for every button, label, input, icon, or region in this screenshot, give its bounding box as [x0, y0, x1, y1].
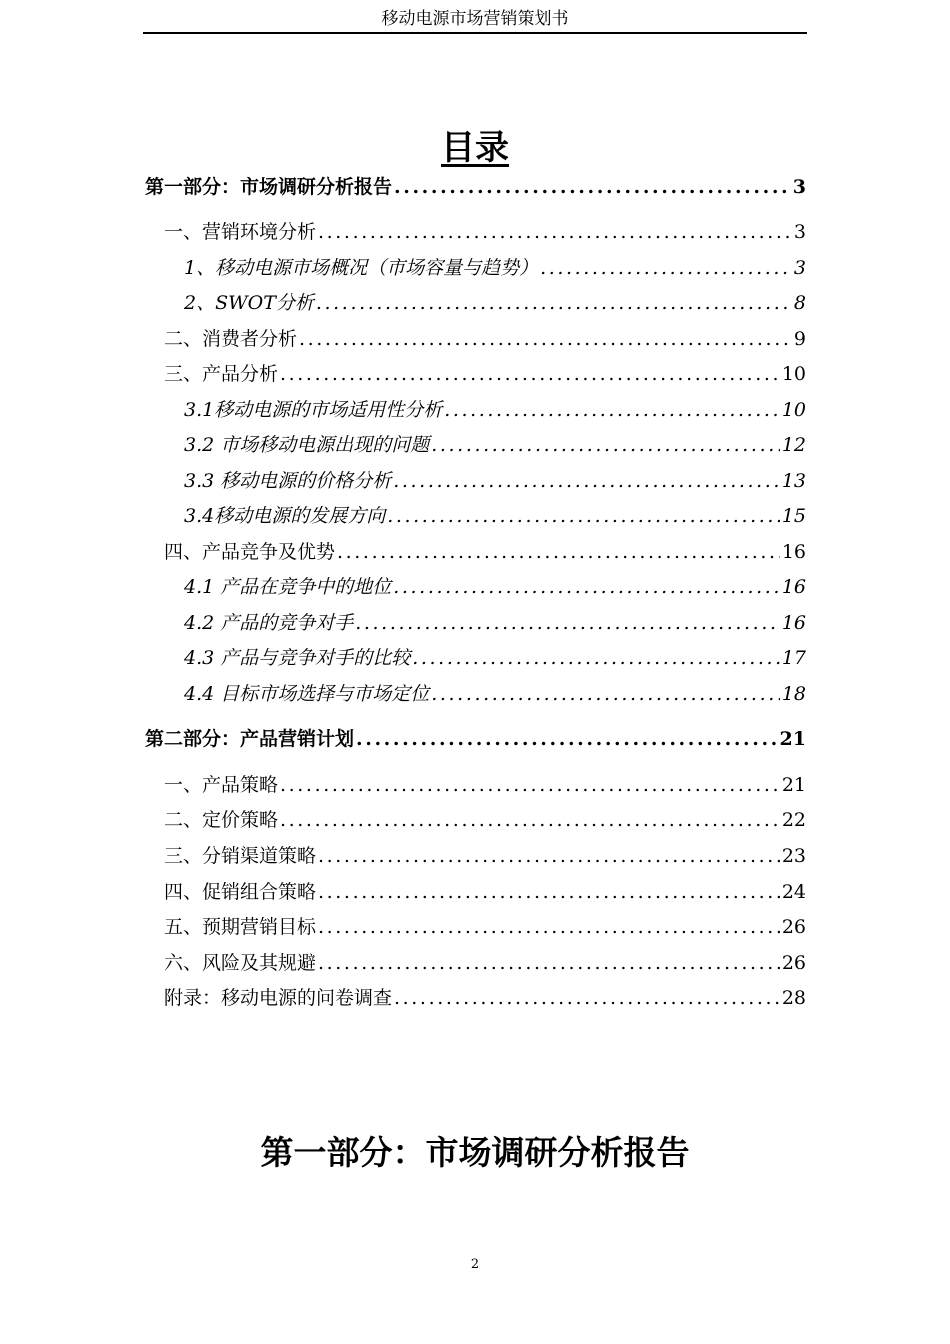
toc-entry-title: 3.4移动电源的发展方向 [184, 505, 386, 527]
toc-entry-title: 四、产品竞争及优势 [164, 541, 336, 563]
toc-entry-title: 4.1 产品在竞争中的地位 [184, 576, 392, 598]
toc-dot-leader [431, 432, 780, 458]
toc-dot-leader [280, 772, 780, 798]
toc-entry-title: 第二部分：产品营销计划 [145, 728, 355, 750]
toc-entry[interactable] [164, 950, 806, 976]
toc-entry[interactable] [184, 645, 806, 671]
toc-dot-leader [387, 503, 780, 529]
toc-dot-leader [318, 879, 780, 905]
toc-entry-title: 3.3 移动电源的价格分析 [184, 470, 392, 492]
toc-dot-leader [355, 610, 780, 636]
toc-entry-title: 三、产品分析 [164, 363, 279, 385]
toc-dot-leader [444, 397, 780, 423]
toc-dot-leader [540, 255, 792, 281]
toc-dot-leader [299, 326, 792, 352]
toc-entry-page: 15 [781, 505, 806, 527]
toc-entry-title: 二、定价策略 [164, 809, 279, 831]
toc-entry-title: 2、SWOT分析 [184, 292, 314, 314]
section-heading: 第一部分：市场调研分析报告 [260, 1133, 690, 1172]
toc-entry[interactable] [164, 772, 806, 798]
toc-entry[interactable] [164, 843, 806, 869]
toc-entry-title: 第一部分：市场调研分析报告 [145, 176, 393, 198]
toc-entry-title: 六、风险及其规避 [164, 952, 317, 974]
toc-entry-page: 13 [781, 470, 806, 492]
header-title: 移动电源市场营销策划书 [381, 9, 569, 29]
toc-entry-title: 3.1移动电源的市场适用性分析 [184, 399, 443, 421]
toc-heading-text: 目录 [441, 128, 509, 168]
toc-entry-title: 3.2 市场移动电源出现的问题 [184, 434, 430, 456]
toc-entry-page: 23 [781, 845, 806, 867]
toc-entry-page: 21 [781, 774, 806, 796]
toc-dot-leader [393, 574, 780, 600]
toc-dot-leader [318, 950, 780, 976]
toc-entry-page: 16 [781, 612, 806, 634]
toc-entry[interactable] [184, 397, 806, 423]
toc-entry-page: 3 [793, 221, 806, 243]
toc-entry[interactable] [164, 219, 806, 245]
toc-dot-leader [394, 985, 780, 1011]
toc-entry-page: 24 [781, 881, 806, 903]
toc-entry[interactable] [164, 361, 806, 387]
toc-entry[interactable] [164, 879, 806, 905]
toc-entry[interactable] [184, 255, 806, 281]
toc-entry-page: 28 [781, 987, 806, 1009]
toc-entry[interactable] [184, 503, 806, 529]
toc-entry-page: 9 [793, 328, 806, 350]
toc-entry-page: 16 [781, 541, 806, 563]
toc-entry[interactable] [184, 574, 806, 600]
toc-entry-page: 26 [781, 952, 806, 974]
toc-entry[interactable] [164, 326, 806, 352]
toc-dot-leader [318, 219, 792, 245]
toc-entry-page: 18 [781, 683, 806, 705]
toc-entry-title: 4.3 产品与竞争对手的比较 [184, 647, 411, 669]
toc-entry[interactable] [145, 726, 806, 752]
toc-entry-page: 8 [793, 292, 806, 314]
toc-dot-leader [431, 681, 780, 707]
toc-entry-page: 22 [781, 809, 806, 831]
toc-entry-page: 10 [781, 399, 806, 421]
toc-heading [0, 125, 950, 171]
toc-entry[interactable] [164, 539, 806, 565]
toc-dot-leader [280, 361, 780, 387]
toc-dot-leader [318, 914, 780, 940]
toc-dot-leader [356, 726, 778, 752]
toc-entry-page: 16 [781, 576, 806, 598]
toc-entry-page: 3 [793, 257, 806, 279]
toc-entry-page: 12 [781, 434, 806, 456]
toc-entry-title: 三、分销渠道策略 [164, 845, 317, 867]
toc-entry-title: 五、预期营销目标 [164, 916, 317, 938]
toc-entry[interactable] [164, 985, 806, 1011]
toc-dot-leader [393, 468, 780, 494]
toc-entry-title: 4.4 目标市场选择与市场定位 [184, 683, 430, 705]
toc-entry[interactable] [184, 681, 806, 707]
toc-dot-leader [316, 290, 792, 316]
toc-entry-page: 3 [792, 176, 806, 198]
header-rule [143, 32, 807, 34]
toc-entry-page: 10 [781, 363, 806, 385]
toc-entry-title: 一、产品策略 [164, 774, 279, 796]
toc-dot-leader [280, 807, 780, 833]
toc-dot-leader [318, 843, 780, 869]
toc-entry[interactable] [184, 468, 806, 494]
toc-entry-title: 四、促销组合策略 [164, 881, 317, 903]
page-number: 2 [470, 1257, 480, 1272]
toc-dot-leader [412, 645, 780, 671]
toc-entry[interactable] [145, 174, 806, 200]
toc-dot-leader [337, 539, 780, 565]
toc-entry[interactable] [184, 610, 806, 636]
toc-entry-title: 1、移动电源市场概况（市场容量与趋势） [184, 257, 539, 279]
toc-entry-title: 二、消费者分析 [164, 328, 298, 350]
toc-entry[interactable] [164, 807, 806, 833]
toc-entry-page: 21 [779, 728, 806, 750]
toc-entry[interactable] [184, 432, 806, 458]
toc-entry-page: 17 [781, 647, 806, 669]
toc-entry-title: 附录：移动电源的问卷调查 [164, 987, 393, 1009]
toc-dot-leader [394, 174, 791, 200]
toc-entry[interactable] [164, 914, 806, 940]
toc-entry[interactable] [184, 290, 806, 316]
toc-entry-title: 一、营销环境分析 [164, 221, 317, 243]
toc-entry-title: 4.2 产品的竞争对手 [184, 612, 354, 634]
toc-entry-page: 26 [781, 916, 806, 938]
